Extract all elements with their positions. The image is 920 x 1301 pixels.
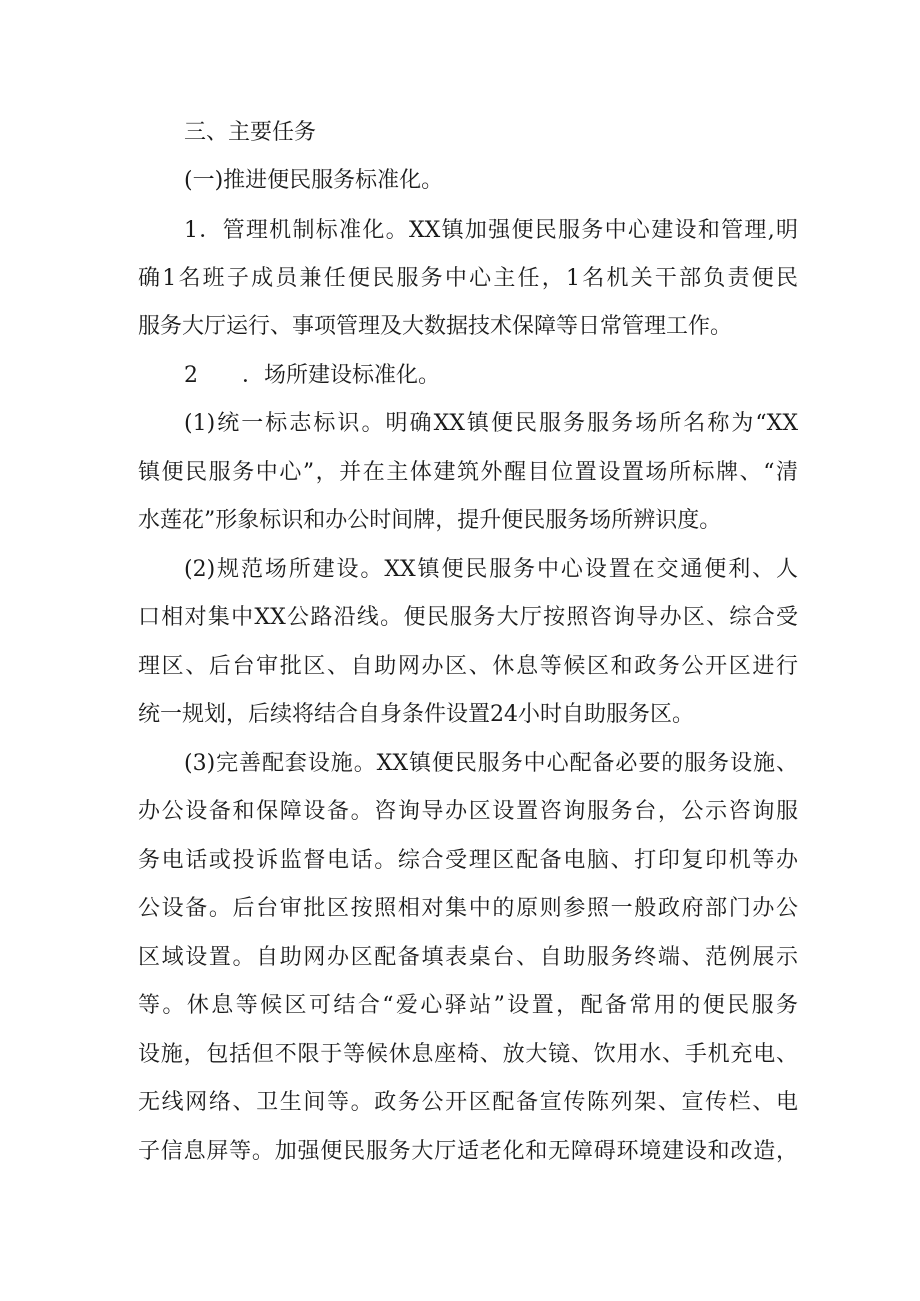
paragraph-line: 口相对集中XX公路沿线。便民服务大厅按照咨询导办区、综合受 xyxy=(138,605,798,630)
paragraph-line: 公设备。后台审批区按照相对集中的原则参照一般政府部门办公 xyxy=(138,896,798,921)
paragraph-line: 子信息屏等。加强便民服务大厅适老化和无障碍环境建设和改造， xyxy=(138,1139,798,1164)
paragraph-line: 服务大厅运行、事项管理及大数据技术保障等日常管理工作。 xyxy=(138,314,733,339)
paragraph-line: 办公设备和保障设备。咨询导办区设置咨询服务台，公示咨询服 xyxy=(138,799,798,824)
item-heading: 2 ．场所建设标准化。 xyxy=(184,363,440,388)
paragraph-line: (3)完善配套设施。XX镇便民服务中心配备必要的服务设施、 xyxy=(184,751,798,776)
section-heading: 三、主要任务 xyxy=(184,120,317,145)
paragraph-line: 确1名班子成员兼任便民服务中心主任，1名机关干部负责便民 xyxy=(138,266,798,291)
paragraph-line: 无线网络、卫生间等。政务公开区配备宣传陈列架、宣传栏、电 xyxy=(138,1090,798,1115)
paragraph-line: 水莲花”形象标识和办公时间牌，提升便民服务场所辨识度。 xyxy=(138,508,722,533)
paragraph-line: (2)规范场所建设。XX镇便民服务中心设置在交通便利、人 xyxy=(184,557,798,582)
subsection-heading: (一)推进便民服务标准化。 xyxy=(184,168,444,193)
paragraph-line: 统一规划，后续将结合自身条件设置24小时自助服务区。 xyxy=(138,702,694,727)
paragraph-line: 等。休息等候区可结合“爱心驿站”设置，配备常用的便民服务 xyxy=(138,993,798,1018)
paragraph-line: (1)统一标志标识。明确XX镇便民服务服务场所名称为“XX xyxy=(184,411,798,436)
paragraph-line: 1．管理机制标准化。XX镇加强便民服务中心建设和管理,明 xyxy=(184,218,798,243)
paragraph-line: 区域设置。自助网办区配备填表桌台、自助服务终端、范例展示 xyxy=(138,945,798,970)
paragraph-line: 镇便民服务中心”，并在主体建筑外醒目位置设置场所标牌、“清 xyxy=(138,460,798,485)
paragraph-line: 设施，包括但不限于等候休息座椅、放大镜、饮用水、手机充电、 xyxy=(138,1042,798,1067)
paragraph-line: 务电话或投诉监督电话。综合受理区配备电脑、打印复印机等办 xyxy=(138,848,798,873)
paragraph-line: 理区、后台审批区、自助网办区、休息等候区和政务公开区进行 xyxy=(138,654,798,679)
